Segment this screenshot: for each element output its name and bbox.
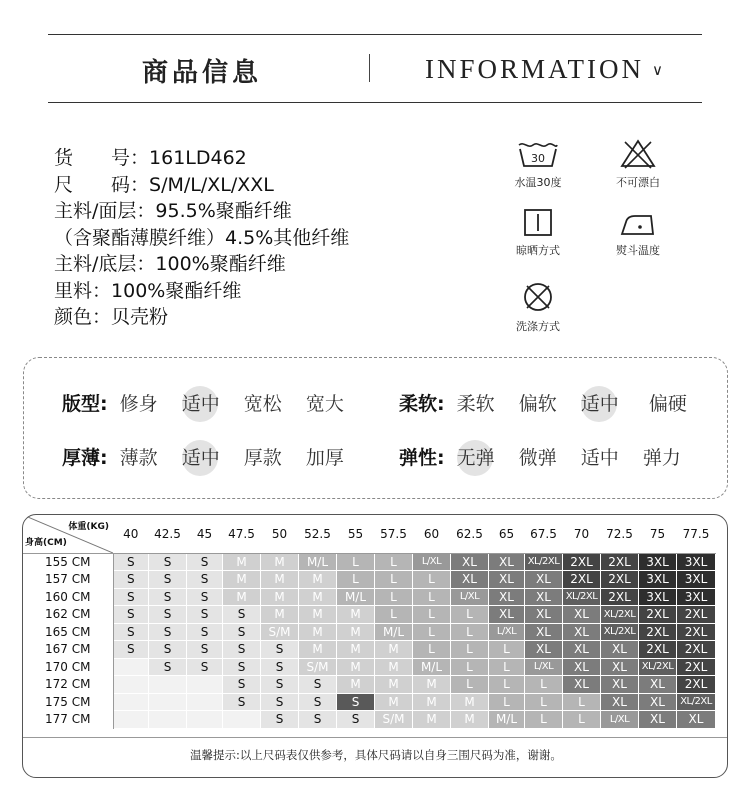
size-cell: L: [451, 641, 489, 659]
size-cell: S: [113, 553, 149, 571]
attr-option: 适中: [580, 447, 619, 469]
attr-fit: [62, 389, 360, 416]
size-cell: [113, 658, 149, 676]
product-info: [54, 145, 349, 331]
height-label: 170 CM: [23, 658, 113, 676]
weight-header: 67.5: [525, 515, 563, 553]
size-cell: M: [451, 693, 489, 711]
size-cell: M: [413, 711, 451, 729]
size-cell: L: [375, 606, 413, 624]
size-cell: L/XL: [525, 658, 563, 676]
care-iron: [598, 210, 678, 258]
weight-header: 72.5: [601, 515, 639, 553]
hang-dry-icon: [522, 208, 554, 238]
size-cell: 2XL: [677, 606, 716, 624]
size-cell: L: [413, 623, 451, 641]
size-cell: S: [223, 693, 261, 711]
info-value: 100%聚酯纤维: [111, 279, 242, 302]
size-cell: L/XL: [451, 588, 489, 606]
size-cell: M: [223, 588, 261, 606]
table-row: [23, 623, 716, 641]
size-cell: S: [113, 623, 149, 641]
size-cell: M: [337, 641, 375, 659]
info-row: [54, 278, 349, 305]
info-label: 尺 码：: [54, 173, 150, 196]
weight-header: 65: [489, 515, 525, 553]
size-cell: S: [187, 606, 223, 624]
size-cell: S: [113, 588, 149, 606]
size-cell: XL: [525, 606, 563, 624]
care-wash: [498, 140, 578, 190]
size-cell: M: [375, 641, 413, 659]
size-cell: M: [451, 711, 489, 729]
height-label: 157 CM: [23, 571, 113, 589]
weight-header: 52.5: [299, 515, 337, 553]
size-cell: L: [525, 693, 563, 711]
size-cell: [149, 711, 187, 729]
size-cell: XL: [451, 553, 489, 571]
size-cell: XL: [563, 606, 601, 624]
size-cell: [223, 711, 261, 729]
attr-option: 柔软: [456, 393, 495, 415]
size-cell: L: [525, 676, 563, 694]
size-cell: L: [451, 676, 489, 694]
size-cell: S: [261, 676, 299, 694]
size-cell: L: [525, 711, 563, 729]
size-cell: XL: [489, 553, 525, 571]
weight-header: 75: [639, 515, 677, 553]
attr-option: 弹力: [642, 447, 681, 469]
size-cell: [113, 676, 149, 694]
size-cell: XL: [601, 676, 639, 694]
size-cell: 2XL: [639, 606, 677, 624]
weight-header: 62.5: [451, 515, 489, 553]
info-label: 主料/底层：: [54, 253, 156, 275]
size-cell: S: [299, 711, 337, 729]
size-cell: 2XL: [677, 658, 716, 676]
size-cell: S: [261, 711, 299, 729]
size-cell: XL: [525, 571, 563, 589]
size-cell: [149, 693, 187, 711]
note-divider: [23, 737, 728, 738]
table-row: [23, 553, 716, 571]
size-cell: L: [451, 658, 489, 676]
size-cell: M: [261, 553, 299, 571]
height-label: 155 CM: [23, 553, 113, 571]
size-cell: S: [187, 623, 223, 641]
size-cell: XL/2XL: [677, 693, 716, 711]
size-cell: 2XL: [677, 623, 716, 641]
size-cell: S: [187, 658, 223, 676]
care-dry: [498, 208, 578, 258]
no-bleach-icon: [618, 138, 658, 170]
table-row: [23, 676, 716, 694]
size-cell: 2XL: [563, 553, 601, 571]
size-cell: S: [261, 693, 299, 711]
table-row: [23, 606, 716, 624]
size-cell: M: [299, 641, 337, 659]
attr-option-selected: 适中: [579, 389, 621, 416]
size-cell: XL/2XL: [525, 553, 563, 571]
info-row: [54, 304, 349, 331]
size-cell: M/L: [375, 623, 413, 641]
table-row: [23, 693, 716, 711]
attr-option-selected: 适中: [180, 389, 222, 416]
size-cell: M: [299, 588, 337, 606]
size-cell: L: [413, 588, 451, 606]
size-cell: S: [337, 693, 375, 711]
size-cell: L: [489, 641, 525, 659]
size-cell: 3XL: [677, 571, 716, 589]
height-label: 175 CM: [23, 693, 113, 711]
size-cell: S: [113, 606, 149, 624]
attr-label: 版型:: [62, 393, 108, 415]
size-cell: M: [375, 693, 413, 711]
size-cell: L/XL: [413, 553, 451, 571]
size-cell: S: [261, 658, 299, 676]
size-cell: 2XL: [601, 553, 639, 571]
table-row: [23, 641, 716, 659]
size-cell: M: [261, 588, 299, 606]
weight-header: 40: [113, 515, 149, 553]
care-wash-method: [498, 280, 578, 334]
size-cell: S: [113, 641, 149, 659]
top-rule: [48, 34, 702, 35]
table-row: [23, 571, 716, 589]
size-cell: XL: [563, 623, 601, 641]
size-cell: S: [223, 641, 261, 659]
size-cell: 2XL: [677, 641, 716, 659]
size-cell: M/L: [299, 553, 337, 571]
size-cell: M/L: [337, 588, 375, 606]
size-cell: 2XL: [563, 571, 601, 589]
attr-option: 加厚: [305, 447, 344, 469]
size-cell: S/M: [261, 623, 299, 641]
size-cell: 3XL: [639, 571, 677, 589]
size-cell: S: [299, 693, 337, 711]
info-row: [54, 145, 349, 172]
chevron-down-icon: ∨: [652, 61, 663, 79]
info-value: 161LD462: [149, 147, 247, 169]
size-cell: M: [413, 693, 451, 711]
size-cell: S: [187, 588, 223, 606]
size-cell: XL: [525, 588, 563, 606]
size-cell: L: [451, 606, 489, 624]
info-label: （含聚酯薄膜纤维）: [54, 226, 226, 249]
size-cell: S: [261, 641, 299, 659]
size-cell: S: [113, 571, 149, 589]
size-cell: 3XL: [677, 553, 716, 571]
size-cell: 3XL: [639, 553, 677, 571]
size-cell: XL/2XL: [601, 623, 639, 641]
size-cell: XL: [639, 711, 677, 729]
weight-header: 57.5: [375, 515, 413, 553]
weight-header: 47.5: [223, 515, 261, 553]
size-cell: L: [337, 553, 375, 571]
size-cell: XL: [601, 641, 639, 659]
size-cell: XL: [601, 693, 639, 711]
size-cell: M: [413, 676, 451, 694]
size-cell: S: [149, 553, 187, 571]
attr-elasticity: [399, 443, 697, 470]
size-cell: M: [375, 676, 413, 694]
info-label: 里料：: [54, 279, 112, 302]
size-cell: S: [223, 658, 261, 676]
size-table: [23, 515, 716, 729]
weight-header: 55: [337, 515, 375, 553]
size-cell: S: [299, 676, 337, 694]
attr-option: 微弹: [518, 447, 557, 469]
attributes-box: [23, 357, 728, 499]
info-row: [54, 198, 349, 225]
size-header-row: [23, 515, 716, 553]
info-value: 95.5%聚酯纤维: [155, 200, 292, 222]
size-cell: L: [413, 571, 451, 589]
size-cell: M: [261, 606, 299, 624]
size-cell: M: [261, 571, 299, 589]
size-cell: XL: [639, 693, 677, 711]
iron-low-icon: [618, 210, 658, 238]
attr-label: 厚薄:: [62, 447, 108, 469]
size-cell: XL: [563, 641, 601, 659]
size-cell: L: [451, 623, 489, 641]
height-axis-label: 身高(CM): [25, 537, 67, 548]
size-cell: 2XL: [677, 676, 716, 694]
bottom-rule: [48, 102, 702, 103]
size-cell: S: [187, 641, 223, 659]
size-cell: L: [489, 676, 525, 694]
size-cell: S: [223, 676, 261, 694]
size-cell: 3XL: [639, 588, 677, 606]
weight-header: 50: [261, 515, 299, 553]
attr-thickness: [62, 443, 360, 470]
size-cell: 2XL: [601, 571, 639, 589]
size-cell: S: [223, 606, 261, 624]
size-cell: M: [337, 676, 375, 694]
size-cell: L: [375, 571, 413, 589]
size-cell: 2XL: [639, 623, 677, 641]
size-note: 温馨提示:以上尺码表仅供参考，具体尺码请以自身三围尺码为准，谢谢。: [190, 748, 562, 762]
size-cell: M: [223, 553, 261, 571]
size-cell: L: [489, 658, 525, 676]
size-cell: M: [337, 623, 375, 641]
info-value: S/M/L/XL/XXL: [149, 173, 274, 196]
size-cell: S: [187, 571, 223, 589]
size-cell: XL: [525, 623, 563, 641]
size-cell: M/L: [413, 658, 451, 676]
size-cell: S: [223, 623, 261, 641]
weight-axis-label: 体重(KG): [68, 522, 109, 532]
info-value: 4.5%其他纤维: [225, 226, 350, 249]
height-label: 160 CM: [23, 588, 113, 606]
table-row: [23, 658, 716, 676]
size-cell: M: [337, 658, 375, 676]
attr-label: 柔软:: [399, 393, 445, 415]
size-cell: S/M: [375, 711, 413, 729]
size-cell: L: [563, 693, 601, 711]
size-cell: XL: [489, 588, 525, 606]
attr-softness: [399, 389, 703, 416]
info-value: 100%聚酯纤维: [155, 253, 286, 275]
size-cell: M: [299, 571, 337, 589]
height-label: 172 CM: [23, 676, 113, 694]
size-cell: XL: [489, 571, 525, 589]
size-cell: L/XL: [489, 623, 525, 641]
attr-option-selected: 适中: [180, 443, 222, 470]
attr-option: 宽大: [305, 393, 344, 415]
info-label: 货 号：: [54, 147, 150, 169]
attr-option: 修身: [119, 393, 158, 415]
size-cell: XL: [525, 641, 563, 659]
size-cell: L: [413, 641, 451, 659]
care-label: 水温30度: [514, 176, 562, 189]
care-bleach: [598, 138, 678, 190]
size-cell: [187, 711, 223, 729]
care-label: 洗涤方式: [516, 320, 560, 333]
weight-header: 42.5: [149, 515, 187, 553]
no-tumble-dry-icon: [521, 280, 555, 314]
size-cell: L: [413, 606, 451, 624]
height-label: 177 CM: [23, 711, 113, 729]
info-row: [54, 172, 349, 199]
attr-option: 偏硬: [648, 393, 687, 415]
care-label: 不可漂白: [616, 176, 660, 189]
size-cell: 2XL: [601, 588, 639, 606]
weight-header: 70: [563, 515, 601, 553]
size-cell: S: [149, 641, 187, 659]
size-cell: M: [299, 606, 337, 624]
size-cell: XL/2XL: [563, 588, 601, 606]
size-cell: XL: [639, 676, 677, 694]
height-label: 165 CM: [23, 623, 113, 641]
info-row: [54, 251, 349, 278]
weight-header: 77.5: [677, 515, 716, 553]
weight-header: 60: [413, 515, 451, 553]
table-row: [23, 588, 716, 606]
size-cell: [113, 693, 149, 711]
size-cell: M: [337, 606, 375, 624]
section-title-en[interactable]: [425, 54, 663, 85]
info-value: 贝壳粉: [111, 306, 169, 328]
attr-label: 弹性:: [399, 447, 445, 469]
section-title-cn: 商品信息: [142, 58, 263, 88]
size-cell: [187, 693, 223, 711]
size-cell: S/M: [299, 658, 337, 676]
size-cell: XL: [451, 571, 489, 589]
table-corner: [23, 515, 113, 553]
size-cell: S: [149, 588, 187, 606]
height-label: 162 CM: [23, 606, 113, 624]
size-cell: [149, 676, 187, 694]
size-cell: M: [223, 571, 261, 589]
size-cell: S: [149, 623, 187, 641]
wash-30-icon: [516, 140, 560, 170]
weight-header: 45: [187, 515, 223, 553]
attr-option: 宽松: [243, 393, 282, 415]
title-en-text: INFORMATION: [425, 54, 645, 84]
size-cell: L: [489, 693, 525, 711]
info-label: 主料/面层：: [54, 200, 156, 222]
title-divider: [369, 54, 370, 82]
size-cell: XL: [563, 658, 601, 676]
size-cell: [113, 711, 149, 729]
size-cell: [187, 676, 223, 694]
care-label: 熨斗温度: [616, 244, 660, 257]
care-label: 晾晒方式: [516, 244, 560, 257]
size-cell: M: [299, 623, 337, 641]
attr-option: 厚款: [243, 447, 282, 469]
size-cell: L/XL: [601, 711, 639, 729]
info-row: [54, 225, 349, 252]
svg-text:30: 30: [531, 152, 545, 165]
height-label: 167 CM: [23, 641, 113, 659]
size-cell: L: [337, 571, 375, 589]
size-cell: S: [187, 553, 223, 571]
size-cell: M: [375, 658, 413, 676]
size-cell: S: [149, 606, 187, 624]
attr-option: 薄款: [119, 447, 158, 469]
size-cell: XL: [563, 676, 601, 694]
size-cell: S: [149, 571, 187, 589]
info-label: 颜色：: [54, 306, 112, 328]
size-cell: S: [337, 711, 375, 729]
size-cell: XL: [601, 658, 639, 676]
size-cell: M/L: [489, 711, 525, 729]
size-chart: [22, 514, 728, 778]
size-cell: S: [149, 658, 187, 676]
table-row: [23, 711, 716, 729]
attr-option: 偏软: [518, 393, 557, 415]
size-cell: XL/2XL: [639, 658, 677, 676]
size-cell: L: [375, 553, 413, 571]
size-cell: 3XL: [677, 588, 716, 606]
size-cell: 2XL: [639, 641, 677, 659]
size-cell: XL: [489, 606, 525, 624]
size-cell: XL/2XL: [601, 606, 639, 624]
attr-option-selected: 无弹: [455, 443, 497, 470]
size-cell: L: [375, 588, 413, 606]
size-cell: L: [563, 711, 601, 729]
size-cell: XL: [677, 711, 716, 729]
